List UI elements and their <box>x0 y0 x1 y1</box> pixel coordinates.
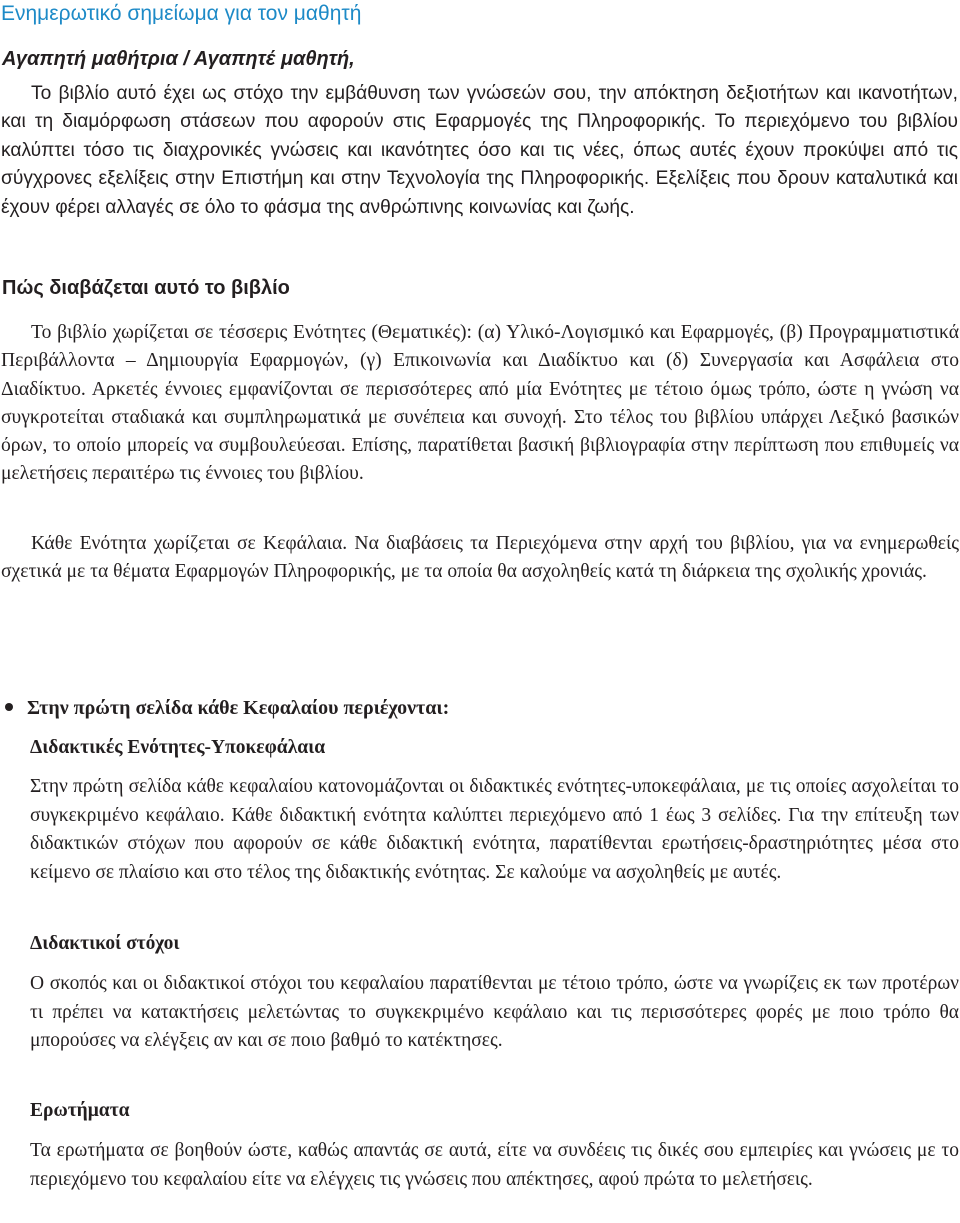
first-page-bullet-heading <box>5 697 449 720</box>
bullet-icon <box>5 703 13 711</box>
greeting: Αγαπητή μαθήτρια / Αγαπητέ μαθητή, <box>2 48 355 70</box>
teaching-goals-paragraph: Ο σκοπός και οι διδακτικοί στόχοι του κεφαλαίου παρατίθενται με τέτοιο τρόπο, ώστε να γνωρίζεις εκ των προτέρων τι πρέπει να κατακτήσεις μελετώντας το συγκεκριμένο κεφάλαιο και τις περισσότερες φορές με ποιο τρόπο θα μπορούσες να ελέγξεις αν και σε ποιο βαθμό το κατέκτησες. <box>30 973 959 1051</box>
teaching-units-paragraph: Στην πρώτη σελίδα κάθε κεφαλαίου κατονομάζονται οι διδακτικές ενότητες-υποκεφάλαια, με τις οποίες ασχολείται το συγκεκριμένο κεφάλαιο. Κάθε διδακτική ενότητα καλύπτει περιεχόμενο από 1 έως 3 σελίδες. Για την επίτευξη των διδακτικών στόχων που αφορούν σε κάθε διδακτική ενότητα, παρατίθενται ερωτήσεις-δραστηριότητες μέσα στο κείμενο σε πλαίσιο και στο τέλος της διδακτικής ενότητας. Σε καλούμε να ασχοληθείς με αυτές. <box>30 776 959 883</box>
section-heading-how-to-read: Πώς διαβάζεται αυτό το βιβλίο <box>2 277 290 299</box>
subheading-questions: Ερωτήματα <box>30 1100 130 1121</box>
questions-paragraph: Τα ερωτήματα σε βοηθούν ώστε, καθώς απαντάς σε αυτά, είτε να συνδέεις τις δικές σου εμπειρίες και γνώσεις με το περιεχόμενο του κεφαλαίου είτε να ελέγχεις τις γνώσεις που απέκτησες, αφού πρώτα το μελετήσεις. <box>30 1140 959 1190</box>
page-title: Ενημερωτικό σημείωμα για τον μαθητή <box>1 2 362 25</box>
intro-paragraph: Το βιβλίο αυτό έχει ως στόχο την εμβάθυνση των γνώσεών σου, την απόκτηση δεξιοτήτων και ικανοτήτων, και τη διαμόρφωση στάσεων που αφορούν στις Εφαρμογές της Πληροφορικής. Το περιεχόμενο του βιβλίου καλύπτει τόσο τις διαχρονικές γνώσεις και ικανότητες όσο και τις νέες, όπως αυτές έχουν προκύψει από τις σύγχρονες εξελίξεις στην Επιστήμη και στην Τεχνολογία της Πληροφορικής. Εξελίξεις που δρουν καταλυτικά και έχουν φέρει αλλαγές σε όλο το φάσμα της ανθρώπινης κοινωνίας και ζωής. <box>1 83 958 218</box>
units-paragraph: Κάθε Ενότητα χωρίζεται σε Κεφάλαια. Να διαβάσεις τα Περιεχόμενα στην αρχή του βιβλίου, για να ενημερωθείς σχετικά με τα θέματα Εφαρμογών Πληροφορικής, με τα οποία θα ασχοληθείς κατά τη διάρκεια της σχολικής χρονιάς. <box>1 533 959 583</box>
how-to-read-paragraph: Το βιβλίο χωρίζεται σε τέσσερις Ενότητες (Θεματικές): (α) Υλικό-Λογισμικό και Εφαρμογές, (β) Προγραμματιστικά Περιβάλλοντα – Δημιουργία Εφαρμογών, (γ) Επικοινωνία και Διαδίκτυο και (δ) Συνεργασία και Ασφάλεια στο Διαδίκτυο. Αρκετές έννοιες εμφανίζονται σε περισσότερες από μία Ενότητες με τέτοιο όμως τρόπο, ώστε η γνώση να συγκροτείται σταδιακά και συμπληρωματικά με συνέπεια και συνοχή. Στο τέλος του βιβλίου υπάρχει Λεξικό βασικών όρων, το οποίο μπορείς να συμβουλεύεσαι. Επίσης, παρατίθεται βασική βιβλιογραφία στην περίπτωση που επιθυμείς να μελετήσεις περαιτέρω τις έννοιες του βιβλίου. <box>1 322 959 485</box>
bullet-heading-text: Στην πρώτη σελίδα κάθε Κεφαλαίου περιέχονται: <box>27 697 450 719</box>
subheading-teaching-goals: Διδακτικοί στόχοι <box>30 933 180 954</box>
subheading-teaching-units: Διδακτικές Ενότητες-Υποκεφάλαια <box>30 737 326 758</box>
